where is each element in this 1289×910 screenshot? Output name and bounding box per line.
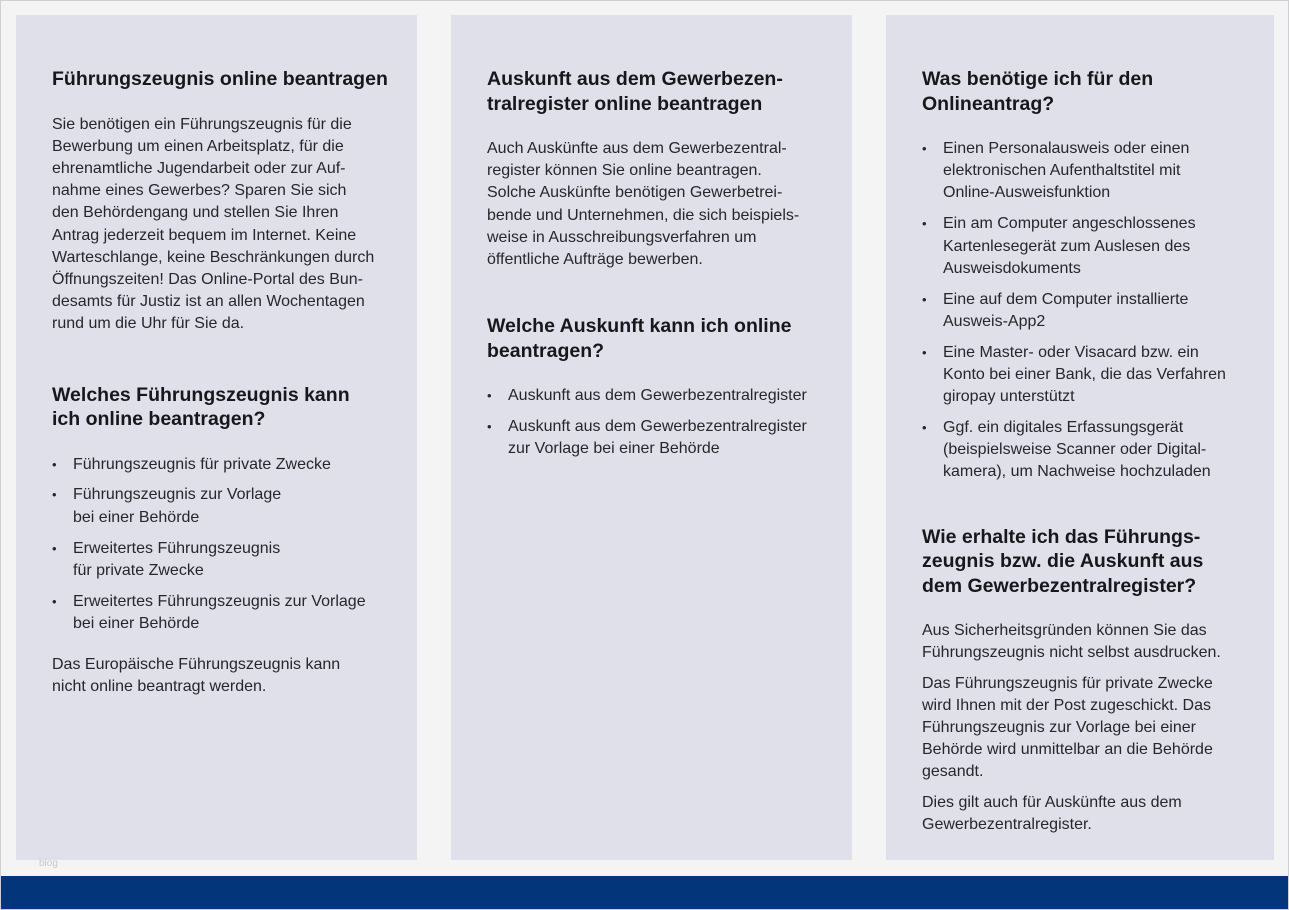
bullet-icon: • [487,388,492,404]
column-requirements [886,15,1274,860]
list-item: • Eine Master- oder Visacard bzw. ein Konto bei einer Bank, die das Verfahren giropay unterstützt [922,343,1226,406]
heading-was-benoetige-ich: Was benötige ich für den Onlineantrag? [922,68,1154,115]
bullet-icon: • [922,291,927,307]
list-item: • Führungszeugnis für private Zwecke [52,454,389,476]
list-item: • Ggf. ein digitales Erfassungsgerät (beispielsweise Scanner oder Digital- kamera), um Nachweise hochzuladen [922,418,1211,481]
bullet-icon: • [52,487,57,503]
gewerbezentralregister-paragraph: Auch Auskünfte aus dem Gewerbezentral- register können Sie online beantragen. Solche Auskünfte benötigen Gewerbetrei- bende und Unternehmen, die sich beispiels- weise in Ausschreibungsverfahren um öffentliche Aufträge bewerben. [487,140,800,269]
list-item: • Auskunft aus dem Gewerbezentralregister zur Vorlage bei einer Behörde [487,418,807,458]
heading-gewerbezentralregister-online: Auskunft aus dem Gewerbezen- tralregister online beantragen [487,68,783,115]
security-paragraph: Aus Sicherheitsgründen können Sie das Führungszeugnis nicht selbst ausdrucken. [922,622,1221,662]
list-item: • Einen Personalausweis oder einen elektronischen Aufenthaltstitel mit Online-Ausweisfunktion [922,140,1190,202]
fuehrungszeugnis-types-list [52,454,389,635]
bullet-icon: • [922,216,927,232]
watermark-text: blog [39,858,58,869]
delivery-paragraph: Das Führungszeugnis für private Zwecke wird Ihnen mit der Post zugeschickt. Das Führungszeugnis zur Vorlage bei einer Behörde wird unmittelbar an die Behörde gesandt. [922,674,1213,781]
bullet-icon: • [922,141,927,156]
column-gewerbezentralregister [451,15,852,860]
list-item: • Auskunft aus dem Gewerbezentralregister [487,385,824,407]
intro-paragraph: Sie benötigen ein Führungszeugnis für die Bewerbung um einen Arbeitsplatz, für die ehrenamtliche Jugendarbeit oder zur Auf- nahme eines Gewerbes? Sparen Sie sich den Behördengang und stellen Sie Ihren Antrag jederzeit bequem im Internet. Keine Warteschlange, keine Beschränkungen durch Öffnungszeiten! Das Online-Portal des Bun- desamts für Justiz ist an allen Wochentagen rund um die Uhr für Sie da. [52,115,375,333]
gewerbezentralregister-note: Dies gilt auch für Auskünfte aus dem Gewerbezentralregister. [922,793,1182,833]
heading-welches-fuehrungszeugnis: Welches Führungszeugnis kann ich online beantragen? [52,383,350,431]
bullet-icon: • [52,456,57,472]
requirements-list [922,138,1248,484]
european-certificate-note: Das Europäische Führungszeugnis kann nicht online beantragt werden. [52,656,341,696]
list-item: • Eine auf dem Computer installierte Ausweis-App2 [922,290,1189,330]
bullet-icon: • [487,419,492,435]
bullet-icon: • [52,593,57,609]
bullet-icon: • [52,540,57,556]
heading-wie-erhalte-ich: Wie erhalte ich das Führungs- zeugnis bzw. die Auskunft aus dem Gewerbezentralregister? [922,525,1204,597]
bullet-icon: • [922,419,927,435]
footer-bar [1,876,1288,909]
heading-fuehrungszeugnis-online: Führungszeugnis online beantragen [52,68,388,90]
list-item: • Führungszeugnis zur Vorlage bei einer Behörde [52,486,282,526]
list-item: • Erweitertes Führungszeugnis für private Zwecke [52,539,281,579]
auskunft-types-list [487,385,824,460]
column-fuehrungszeugnis [16,15,417,860]
list-item: • Erweitertes Führungszeugnis zur Vorlage bei einer Behörde [52,592,366,632]
heading-welche-auskunft: Welche Auskunft kann ich online beantragen? [487,315,792,362]
list-item: • Ein am Computer angeschlossenes Kartenlesegerät zum Auslesen des Ausweisdokuments [922,215,1196,277]
bullet-icon: • [922,344,927,360]
